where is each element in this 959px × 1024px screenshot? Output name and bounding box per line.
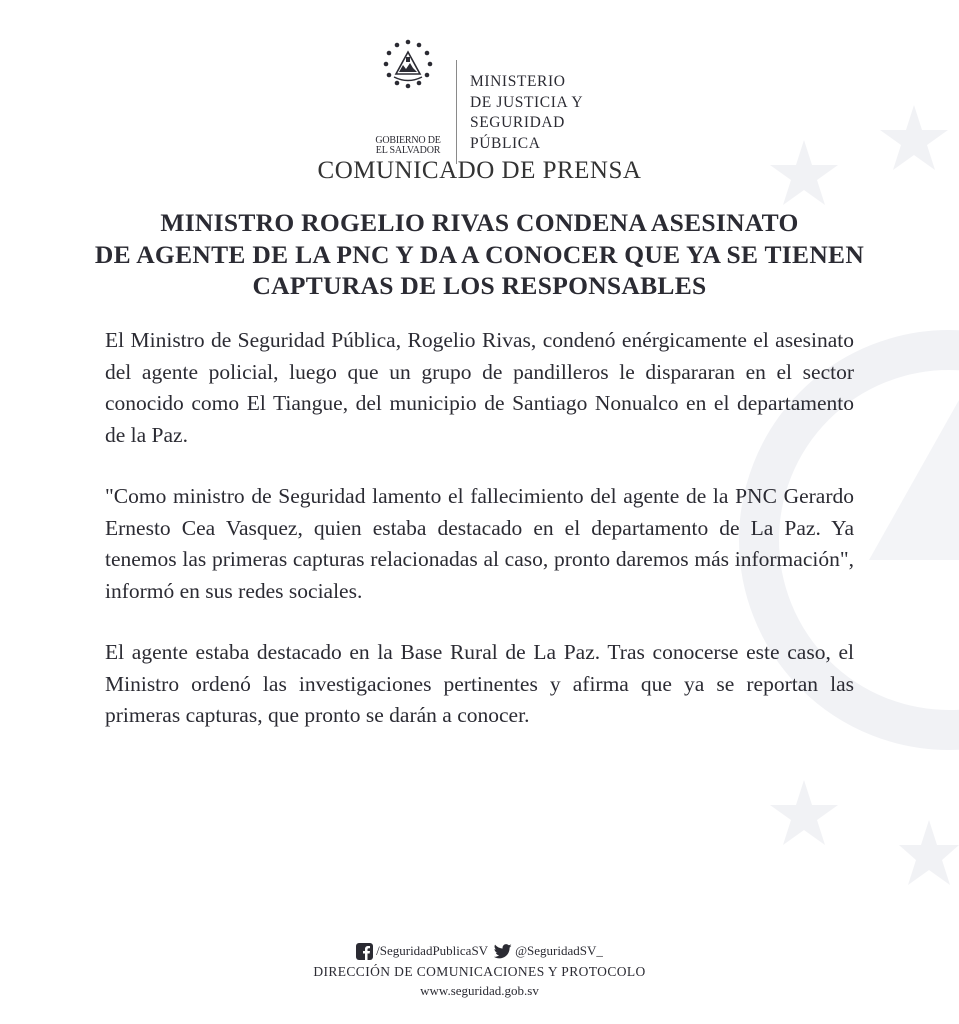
press-release-title <box>30 207 929 302</box>
government-name-line: GOBIERNO DE <box>375 135 441 146</box>
press-release-body <box>105 325 854 762</box>
body-paragraph: El Ministro de Seguridad Pública, Rogelio Rivas, condenó enérgicamente el asesinato del agente policial, luego que un grupo de pandilleros le dispararan en el sector conocido como El Tiangue, del municipio de Santiago Nonualco en el departamento de la Paz. <box>105 328 854 447</box>
facebook-icon <box>356 943 373 960</box>
title-line: CAPTURAS DE LOS RESPONSABLES <box>252 271 707 300</box>
ministry-name-line: DE JUSTICIA Y <box>470 93 584 111</box>
ministry-name <box>470 72 583 154</box>
department-name: DIRECCIÓN DE COMUNICACIONES Y PROTOCOLO <box>313 964 646 979</box>
title-line: MINISTRO ROGELIO RIVAS CONDENA ASESINATO <box>160 208 799 237</box>
body-paragraph: "Como ministro de Seguridad lamento el fallecimiento del agente de la PNC Gerardo Ernesto Cea Vasquez, quien estaba destacado en el departamento de La Paz. Ya tenemos las primeras capturas relacionadas al caso, pronto daremos más información", informó en sus redes sociales. <box>105 484 854 603</box>
watermark-triangle <box>869 400 959 560</box>
twitter-icon <box>494 944 512 959</box>
footer <box>0 940 959 999</box>
watermark-star-icon <box>899 820 959 885</box>
social-links <box>0 940 959 962</box>
document-type: COMUNICADO DE PRENSA <box>317 157 642 184</box>
body-paragraph: El agente estaba destacado en la Base Rural de La Paz. Tras conocerse este caso, el Ministro ordenó las investigaciones pertinentes y afirma que ya se reportan las primeras capturas, que pronto se darán a conocer. <box>105 640 854 727</box>
ministry-name-line: PÚBLICA <box>470 134 541 152</box>
government-name <box>358 136 458 156</box>
ministry-name-line: MINISTERIO <box>470 73 566 90</box>
government-name-line: EL SALVADOR <box>375 145 441 156</box>
title-line: DE AGENTE DE LA PNC Y DA A CONOCER QUE YA SE TIENEN <box>94 239 865 269</box>
ministry-name-line: SEGURIDAD <box>470 114 565 131</box>
el-salvador-coat-of-arms-icon <box>368 36 448 106</box>
watermark-star-icon <box>770 780 838 845</box>
letterhead <box>0 30 959 156</box>
twitter-link[interactable] <box>494 943 603 959</box>
facebook-link[interactable] <box>356 943 488 960</box>
twitter-handle: @SeguridadSV_ <box>515 943 603 958</box>
header-divider <box>456 60 457 164</box>
facebook-handle: /SeguridadPublicaSV <box>376 943 489 958</box>
website-link[interactable]: www.seguridad.gob.sv <box>420 983 539 998</box>
